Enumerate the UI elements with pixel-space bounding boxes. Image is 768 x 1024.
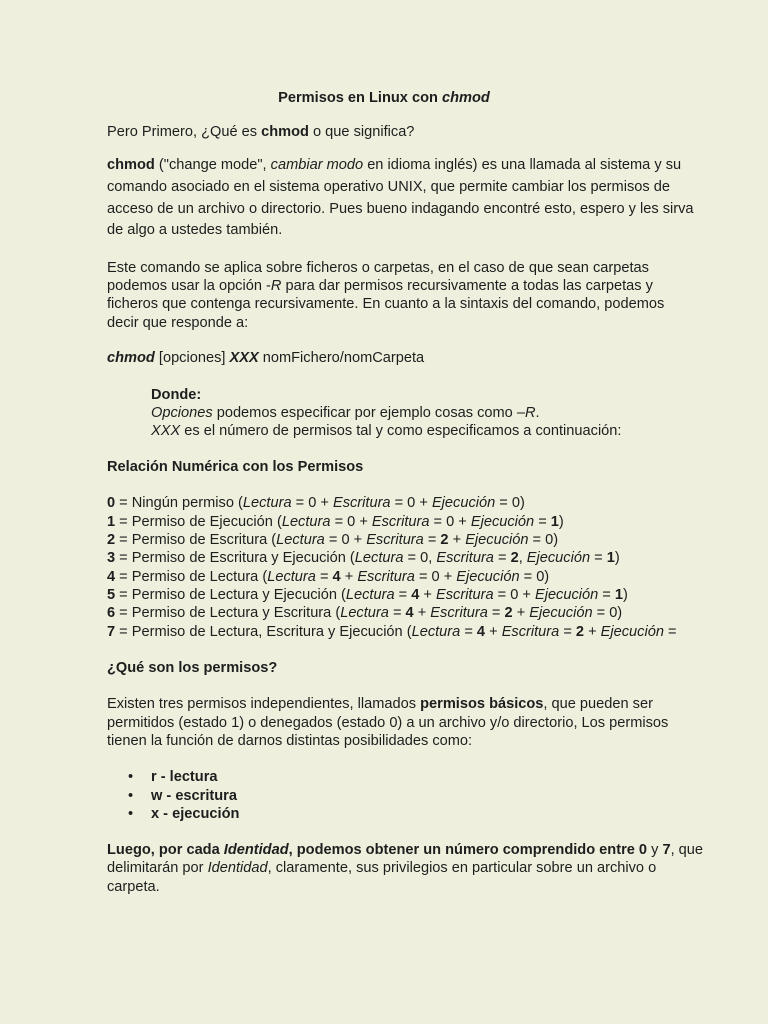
text-run: ) bbox=[614, 550, 620, 566]
text-run: Lectura bbox=[276, 532, 325, 548]
text-run: x - ejecución bbox=[151, 806, 240, 822]
text-run: Existen tres permisos independientes, llamados bbox=[107, 696, 421, 712]
text-run: Ejecución bbox=[470, 514, 535, 530]
text-run: Pero Primero, ¿Qué es bbox=[107, 124, 262, 140]
text-run: 4 bbox=[476, 624, 486, 640]
text-run: = 0) bbox=[592, 605, 623, 621]
definition-line-1 bbox=[107, 158, 681, 173]
text-run: Escritura bbox=[430, 605, 488, 621]
text-run: Ejecución bbox=[534, 587, 599, 603]
text-run: chmod bbox=[107, 157, 155, 173]
text-run: 0 bbox=[638, 842, 648, 858]
text-run: Lectura bbox=[242, 495, 292, 511]
relation-heading bbox=[107, 460, 363, 475]
text-run: r - lectura bbox=[151, 769, 218, 785]
text-run: Lectura bbox=[340, 605, 389, 621]
text-run: = 0 + bbox=[390, 495, 432, 511]
text-run: de algo a ustedes también. bbox=[107, 222, 283, 238]
text-run: Ejecución bbox=[600, 624, 664, 640]
text-run: = bbox=[598, 587, 615, 603]
text-run: 7 bbox=[662, 842, 671, 858]
text-run: , que pueden ser bbox=[543, 696, 653, 712]
usage-line-4 bbox=[107, 316, 248, 331]
perm-item-1 bbox=[107, 515, 564, 530]
perm-item-7 bbox=[107, 625, 677, 640]
text-run: 4 bbox=[405, 605, 414, 621]
text-run: 7 bbox=[107, 624, 116, 640]
text-run: ¿Qué son los permisos? bbox=[107, 660, 278, 676]
text-run: [opciones] bbox=[154, 350, 230, 366]
text-run: en idioma inglés) es una llamada al sistema y su bbox=[363, 157, 682, 173]
text-run: = bbox=[487, 605, 505, 621]
usage-line-2 bbox=[107, 279, 653, 294]
text-run: Opciones bbox=[151, 405, 213, 421]
text-run: = 0, bbox=[403, 550, 437, 566]
text-run: = Permiso de Lectura ( bbox=[115, 569, 268, 585]
bullet-item-read bbox=[151, 770, 218, 785]
donde-xxx bbox=[151, 424, 621, 439]
perm-item-3 bbox=[107, 551, 620, 566]
text-run: , podemos obtener un número comprendido entre bbox=[288, 842, 639, 858]
text-run: Lectura bbox=[354, 550, 404, 566]
text-run: 4 bbox=[411, 587, 420, 603]
bullet-icon: • bbox=[128, 769, 134, 785]
text-run: 2 bbox=[575, 624, 585, 640]
text-run: = bbox=[493, 550, 511, 566]
text-run: = bbox=[663, 624, 677, 640]
text-run: ficheros que contenga recursivamente. En cuanto a la sintaxis del comando, podemos bbox=[107, 296, 665, 312]
usage-line-3 bbox=[107, 297, 664, 312]
text-run: Lectura bbox=[345, 587, 395, 603]
text-run: = Permiso de Escritura ( bbox=[115, 532, 277, 548]
text-run: = bbox=[559, 624, 576, 640]
text-run: Permisos en Linux con bbox=[278, 90, 442, 106]
bullet-icon: • bbox=[128, 788, 134, 804]
text-run: podemos usar la opción - bbox=[107, 278, 271, 294]
text-run: + bbox=[419, 587, 436, 603]
text-run: Escritura bbox=[366, 532, 424, 548]
donde-label bbox=[151, 388, 201, 403]
text-run: = bbox=[460, 624, 477, 640]
page-title bbox=[0, 91, 768, 106]
text-run: Este comando se aplica sobre ficheros o carpetas, en el caso de que sean carpetas bbox=[107, 260, 649, 276]
text-run: Identidad bbox=[207, 860, 268, 876]
text-run: = 0 + bbox=[291, 495, 333, 511]
bullet-item-exec bbox=[151, 807, 239, 822]
text-run: + bbox=[512, 605, 530, 621]
text-run: Lectura bbox=[267, 569, 316, 585]
text-run: = bbox=[534, 514, 551, 530]
exist-line-1 bbox=[107, 697, 653, 712]
perm-item-2 bbox=[107, 533, 558, 548]
text-run: . bbox=[535, 405, 540, 421]
what-heading bbox=[107, 661, 277, 676]
text-run: o que significa? bbox=[308, 124, 415, 140]
text-run: Escritura bbox=[436, 587, 494, 603]
text-run: = 0) bbox=[519, 569, 550, 585]
text-run: y bbox=[647, 842, 663, 858]
text-run: Ejecución bbox=[456, 569, 520, 585]
usage-line-1 bbox=[107, 261, 649, 276]
text-run: = 0 + bbox=[493, 587, 535, 603]
text-run: = 0 + bbox=[324, 532, 367, 548]
text-run: = Permiso de Escritura y Ejecución ( bbox=[115, 550, 355, 566]
text-run: = bbox=[423, 532, 441, 548]
text-run: Escritura bbox=[371, 514, 430, 530]
text-run: Escritura bbox=[357, 569, 415, 585]
text-run: 0 bbox=[107, 495, 116, 511]
definition-line-3 bbox=[107, 202, 694, 217]
text-run: chmod bbox=[107, 350, 155, 366]
text-run: permitidos (estado 1) o denegados (estado 0) a un archivo y/o directorio, Los permisos bbox=[107, 715, 669, 731]
definition-line-4 bbox=[107, 223, 282, 238]
text-run: decir que responde a: bbox=[107, 315, 249, 331]
text-run: + bbox=[485, 624, 502, 640]
perm-item-6 bbox=[107, 606, 622, 621]
perm-item-5 bbox=[107, 588, 628, 603]
text-run: XXX bbox=[151, 423, 181, 439]
text-run: chmod bbox=[441, 90, 490, 106]
text-run: = 0 + bbox=[429, 514, 471, 530]
text-run: comando asociado en el sistema operativo UNIX, que permite cambiar los permisos de bbox=[107, 179, 670, 195]
bullet-icon: • bbox=[128, 806, 134, 822]
text-run: , claramente, sus privilegios en particular sobre un archivo o bbox=[267, 860, 657, 876]
text-run: = 0 + bbox=[330, 514, 372, 530]
text-run: 2 bbox=[107, 532, 116, 548]
text-run: 6 bbox=[107, 605, 116, 621]
text-run: 3 bbox=[107, 550, 116, 566]
bullet-item-write bbox=[151, 789, 237, 804]
text-run: permisos básicos bbox=[420, 696, 544, 712]
text-run: Lectura bbox=[281, 514, 331, 530]
text-run: podemos especificar por ejemplo cosas como – bbox=[212, 405, 525, 421]
text-run: chmod bbox=[261, 124, 309, 140]
text-run: Ejecución bbox=[526, 550, 591, 566]
text-run: = Permiso de Ejecución ( bbox=[115, 514, 282, 530]
text-run: Donde: bbox=[151, 387, 202, 403]
text-run: 1 bbox=[107, 514, 116, 530]
donde-options bbox=[151, 406, 540, 421]
perm-item-4 bbox=[107, 570, 549, 585]
text-run: , bbox=[518, 550, 527, 566]
text-run: Identidad bbox=[223, 842, 289, 858]
text-run: 4 bbox=[107, 569, 116, 585]
text-run: cambiar modo bbox=[270, 157, 364, 173]
text-run: R bbox=[270, 278, 282, 294]
text-run: 2 bbox=[440, 532, 449, 548]
text-run: Relación Numérica con los Permisos bbox=[107, 459, 364, 475]
text-run: tienen la función de darnos distintas posibilidades como: bbox=[107, 733, 473, 749]
final-line-2 bbox=[107, 861, 656, 876]
text-run: Escritura bbox=[436, 550, 494, 566]
text-run: = 0 + bbox=[414, 569, 457, 585]
text-run: Escritura bbox=[332, 495, 391, 511]
text-run: Lectura bbox=[411, 624, 461, 640]
text-run: 2 bbox=[510, 550, 519, 566]
definition-line-2 bbox=[107, 180, 670, 195]
text-run: = 0) bbox=[528, 532, 559, 548]
text-run: + bbox=[340, 569, 358, 585]
text-run: XXX bbox=[229, 350, 259, 366]
final-line-1 bbox=[107, 843, 703, 858]
text-run: 1 bbox=[614, 587, 624, 603]
text-run: es el número de permisos tal y como especificamos a continuación: bbox=[180, 423, 622, 439]
text-run: acceso de un archivo o directorio. Pues bueno indagando encontré esto, espero y les sirva bbox=[107, 201, 694, 217]
text-run: Escritura bbox=[501, 624, 560, 640]
text-run: 4 bbox=[332, 569, 341, 585]
final-line-3 bbox=[107, 880, 160, 895]
text-run: Luego, por cada bbox=[107, 842, 224, 858]
text-run: + bbox=[448, 532, 466, 548]
text-run: = bbox=[590, 550, 607, 566]
text-run: ("change mode", bbox=[154, 157, 271, 173]
syntax-line bbox=[107, 351, 424, 366]
text-run: = Permiso de Lectura y Escritura ( bbox=[115, 605, 341, 621]
intro-question bbox=[107, 125, 414, 140]
text-run: R bbox=[524, 405, 536, 421]
text-run: ) bbox=[558, 514, 564, 530]
text-run: nomFichero/nomCarpeta bbox=[258, 350, 425, 366]
text-run: Ejecución bbox=[529, 605, 593, 621]
text-run: w - escritura bbox=[151, 788, 237, 804]
text-run: Ejecución bbox=[431, 495, 496, 511]
text-run: carpeta. bbox=[107, 879, 160, 895]
text-run: Ejecución bbox=[465, 532, 529, 548]
text-run: = 0) bbox=[495, 495, 525, 511]
text-run: = Permiso de Lectura y Ejecución ( bbox=[115, 587, 346, 603]
text-run: = bbox=[388, 605, 406, 621]
text-run: = bbox=[394, 587, 412, 603]
text-run: 2 bbox=[504, 605, 513, 621]
text-run: ) bbox=[623, 587, 628, 603]
exist-line-3 bbox=[107, 734, 472, 749]
text-run: = Permiso de Lectura, Escritura y Ejecución ( bbox=[115, 624, 412, 640]
text-run: delimitarán por bbox=[107, 860, 208, 876]
text-run: 5 bbox=[107, 587, 116, 603]
text-run: 1 bbox=[550, 514, 559, 530]
perm-item-0 bbox=[107, 496, 525, 511]
text-run: = Ningún permiso ( bbox=[115, 495, 243, 511]
text-run: para dar permisos recursivamente a todas las carpetas y bbox=[281, 278, 653, 294]
text-run: 1 bbox=[606, 550, 615, 566]
text-run: , que bbox=[670, 842, 704, 858]
text-run: + bbox=[584, 624, 601, 640]
exist-line-2 bbox=[107, 716, 668, 731]
text-run: + bbox=[413, 605, 431, 621]
text-run: = bbox=[315, 569, 333, 585]
